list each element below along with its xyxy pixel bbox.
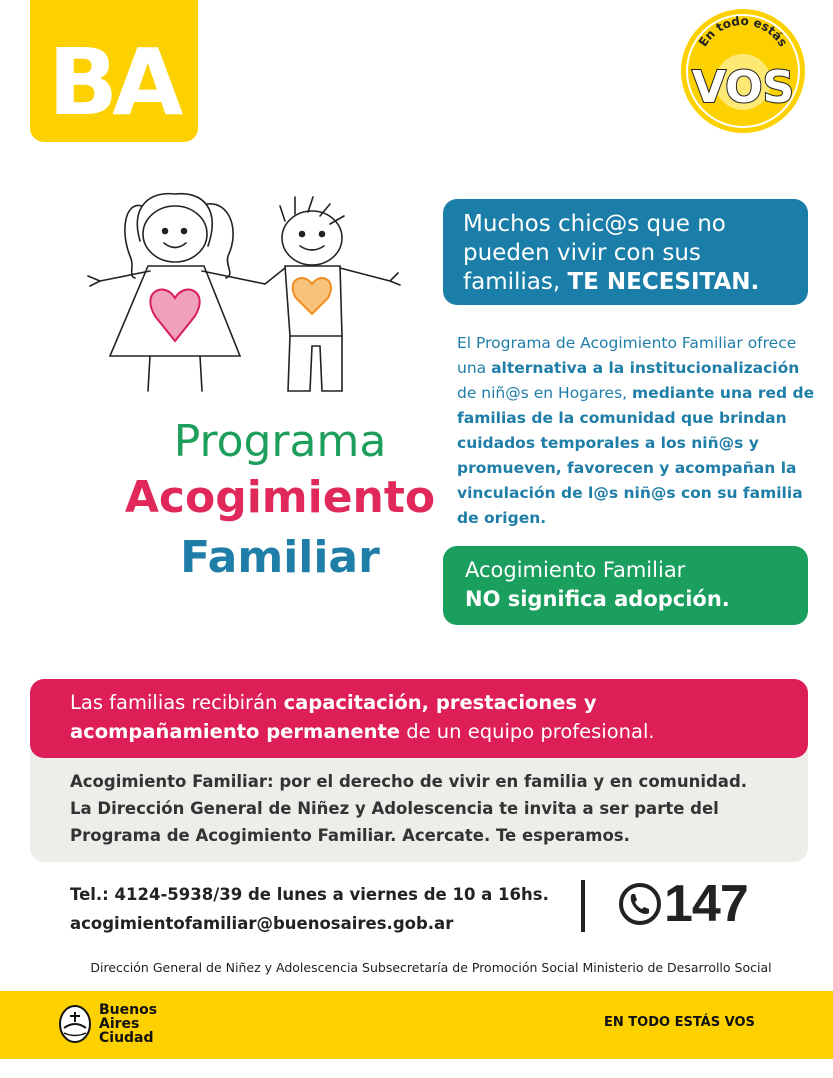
info-text — [70, 768, 800, 849]
info-line-2: La Dirección General de Niñez y Adolescencia te invita a ser parte del — [70, 799, 719, 818]
contact-phone: Tel.: 4124-5938/39 de lunes a viernes de 10 a 16hs. — [70, 885, 549, 904]
info-line-3: Programa de Acogimiento Familiar. Acercate. Te esperamos. — [70, 826, 630, 845]
vos-badge — [678, 6, 808, 136]
info-line-1: Acogimiento Familiar: por el derecho de vivir en familia y en comunidad. — [70, 772, 748, 791]
city-logo — [58, 1003, 157, 1045]
kids-illustration — [80, 186, 410, 402]
title-line-1: Programa — [173, 416, 387, 467]
hotline[interactable] — [618, 872, 748, 936]
badge-main-text: VOS — [691, 62, 795, 113]
footer-slogan: EN TODO ESTÁS VOS — [604, 1015, 755, 1030]
badge-top-text: En todo estás — [695, 13, 791, 50]
credits: Dirección General de Niñez y Adolescencia Subsecretaría de Promoción Social Ministerio de Desarrollo Social — [90, 960, 772, 975]
city-line-2: Aires — [99, 1016, 140, 1032]
callout-not-adoption-line-2: NO significa adopción. — [465, 587, 730, 611]
contact-divider — [581, 880, 585, 932]
support-part-2: de un equipo profesional. — [400, 720, 655, 743]
ba-logo-text: BA — [48, 30, 178, 126]
desc-bold-1: alternativa a la institucionalización — [491, 359, 800, 377]
ba-logo — [30, 0, 198, 142]
support-part-1: Las familias recibirán — [70, 691, 284, 714]
ba-logo-mark — [48, 30, 198, 126]
title-line-2: Acogimiento — [124, 472, 436, 523]
callout-not-adoption-line-1: Acogimiento Familiar — [465, 558, 686, 582]
desc-part-2: de niñ@s en Hogares, — [457, 384, 633, 402]
title-line-3: Familiar — [180, 532, 380, 583]
callout-not-adoption — [443, 546, 808, 625]
callout-need-bold: TE NECESITAN. — [567, 269, 760, 295]
callout-support — [30, 679, 808, 758]
city-name — [99, 1003, 157, 1045]
support-bold: capacitación, prestaciones y acompañamiento permanente — [70, 691, 597, 743]
city-line-3: Ciudad — [99, 1030, 154, 1046]
callout-need-text: Muchos chic@s que no pueden vivir con sus familias, — [463, 211, 726, 295]
program-description — [457, 331, 817, 531]
hotline-number: 147 — [664, 875, 748, 933]
phone-icon — [618, 882, 662, 926]
desc-part-1: El Programa de Acogimiento Familiar ofrece una — [457, 334, 797, 377]
contact-email[interactable]: acogimientofamiliar@buenosaires.gob.ar — [70, 914, 454, 933]
desc-bold-2: mediante una red de familias de la comunidad que brindan cuidados temporales a los niñ@s y promueven, favorecen y acompañan la vinculación de l@s niñ@s con su familia de origen. — [457, 384, 815, 527]
city-seal-icon — [58, 1004, 92, 1044]
city-line-1: Buenos — [99, 1002, 158, 1018]
callout-need — [443, 199, 808, 305]
contact-block — [70, 880, 549, 938]
